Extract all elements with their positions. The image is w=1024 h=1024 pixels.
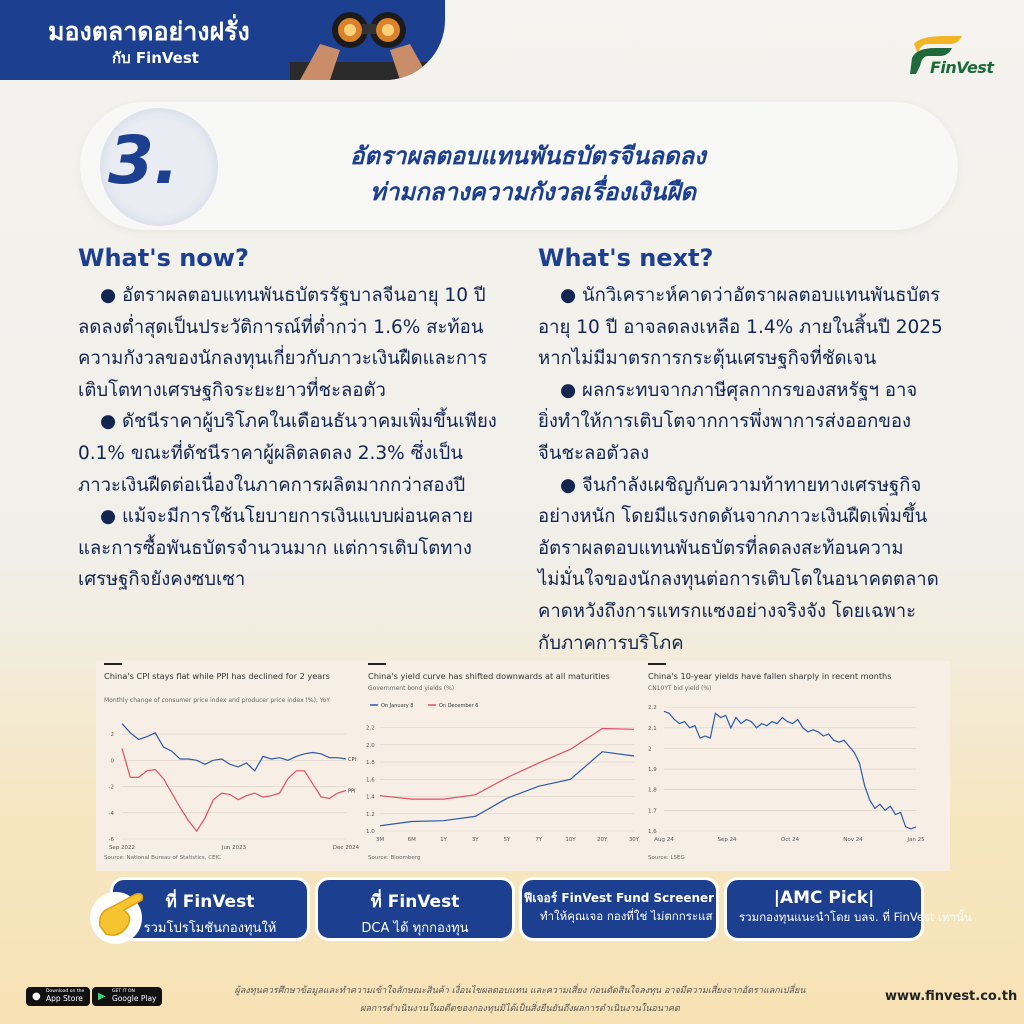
series-end-label: CPI xyxy=(348,757,356,764)
x-tick-label: 20Y xyxy=(597,837,608,843)
series-line-on-december-6 xyxy=(380,729,634,800)
now-line: ความกังวลของนักลงทุนเกี่ยวกับภาวะเงินฝืดและการ xyxy=(78,348,488,370)
x-tick-label: Sep 2022 xyxy=(108,845,136,851)
now-line: 0.1% ขณะที่ดัชนีราคาผู้ผลิตลดลง 2.3% ซึ่งเป็น xyxy=(78,442,463,464)
whats-now-body xyxy=(78,280,497,596)
chart-subtitle: CN10YT bid yield (%) xyxy=(648,685,712,692)
promo-desc: รวมโปรโมชันกองทุนให้ xyxy=(143,921,277,936)
y-tick-label: 1.9 xyxy=(648,767,657,774)
header-banner xyxy=(0,0,445,80)
app-store-badge[interactable] xyxy=(26,987,90,1006)
x-tick-label: Nov 24 xyxy=(843,837,863,843)
y-tick-label: 2.2 xyxy=(648,705,657,712)
chart-title: China's yield curve has shifted downwards at all maturities xyxy=(368,671,610,681)
chart-cpi-ppi xyxy=(96,661,362,871)
promo-button-fund-screener[interactable] xyxy=(519,877,719,941)
y-tick-label: 1.0 xyxy=(366,829,375,835)
next-line: กับภาคการบริโภค xyxy=(538,632,684,654)
legend-label: On January 8 xyxy=(381,703,414,709)
now-line: ภาวะเงินฝืดต่อเนื่องในภาคการผลิตมากกว่าสองปี xyxy=(78,474,466,496)
header-title: มองตลาดอย่างฝรั่ง xyxy=(48,17,250,46)
y-tick-label: 1.2 xyxy=(366,811,375,818)
promo-button-dca[interactable] xyxy=(315,877,515,941)
badge-small-text: Download on the xyxy=(46,989,85,994)
y-tick-label: 1.8 xyxy=(366,760,375,767)
chart-title: China's 10-year yields have fallen sharply in recent months xyxy=(648,671,892,681)
y-tick-label: 0 xyxy=(110,758,114,765)
x-tick-label: Aug 24 xyxy=(654,837,674,843)
next-line: ● นักวิเคราะห์คาดว่าอัตราผลตอบแทนพันธบัตร xyxy=(560,285,941,306)
header-subtitle: กับ FinVest xyxy=(112,49,199,67)
next-line: อายุ 10 ปี อาจลดลงเหลือ 1.4% ภายในสิ้นปี 2025 xyxy=(538,316,943,338)
x-tick-label: 6M xyxy=(407,837,416,843)
whats-now-heading: What's now? xyxy=(78,244,249,272)
disclaimer-line1: ผู้ลงทุนควรศึกษาข้อมูลและทำความเข้าใจลักษณะสินค้า เงื่อนไขผลตอบแทน และความเสี่ยง ก่อนตัดสินใจลงทุน อาจมีความเสี่ยงจากอัตราแลกเปลี่ยน xyxy=(234,986,806,996)
x-tick-label: 1Y xyxy=(440,837,447,843)
chart-source: Source: LSEG xyxy=(648,855,685,861)
promo-title: ฟีเจอร์ FinVest Fund Screener xyxy=(523,891,715,905)
next-line: ● ผลกระทบจากภาษีศุลกากรของสหรัฐฯ อาจ xyxy=(560,379,918,401)
y-tick-label: -6 xyxy=(108,837,114,843)
x-tick-label: 5Y xyxy=(503,837,511,843)
promo-title: |AMC Pick| xyxy=(773,888,875,908)
series-end-label: PPI xyxy=(348,788,356,795)
chart-10y-yield xyxy=(640,661,950,871)
x-tick-label: Jun 2023 xyxy=(221,845,247,851)
x-tick-label: Jan 25 xyxy=(907,837,925,843)
google-play-badge[interactable] xyxy=(92,987,162,1006)
website-link[interactable]: www.finvest.co.th xyxy=(885,989,1018,1004)
now-line: และการซื้อพันธบัตรจำนวนมาก แต่การเติบโตทาง xyxy=(78,537,472,559)
play-icon: ▶ xyxy=(98,991,106,1002)
y-tick-label: 1.8 xyxy=(648,787,657,794)
x-tick-label: Oct 24 xyxy=(780,837,800,843)
binoculars-icon xyxy=(290,4,440,80)
y-tick-label: 2 xyxy=(110,732,114,739)
x-tick-label: Dec 2024 xyxy=(332,845,360,851)
badge-text: App Store xyxy=(46,994,83,1003)
badge-small-text: GET IT ON xyxy=(112,989,135,994)
y-tick-label: -2 xyxy=(108,784,114,791)
logo-text: FinVest xyxy=(930,58,994,77)
now-line: เศรษฐกิจยังคงซบเซา xyxy=(78,569,246,591)
chart-plot-area xyxy=(96,707,362,857)
y-tick-label: 2.0 xyxy=(366,742,375,749)
x-tick-label: 10Y xyxy=(565,837,576,843)
promo-desc: ทำให้คุณเจอ กองที่ใช่ ไม่ตกกระแส xyxy=(540,909,713,923)
promo-button-amc-pick[interactable] xyxy=(724,877,972,941)
now-line: เติบโตทางเศรษฐกิจระยะยาวที่ชะลอตัว xyxy=(78,379,386,401)
x-tick-label: Sep 24 xyxy=(717,837,737,843)
chart-plot-area xyxy=(362,695,640,855)
chart-title: China's CPI stays flat while PPI has declined for 2 years xyxy=(104,671,330,681)
y-tick-label: 2 xyxy=(648,746,652,753)
series-line-cn10yt xyxy=(664,711,916,829)
chart-subtitle: Government bond yields (%) xyxy=(368,685,455,692)
chart-source: Source: National Bureau of Statistics, CEIC xyxy=(104,855,222,861)
now-line: ● แม้จะมีการใช้นโยบายการเงินแบบผ่อนคลาย xyxy=(100,506,474,528)
x-tick-label: 3M xyxy=(375,837,385,843)
series-line-cpi xyxy=(122,724,346,771)
chart-plot-area xyxy=(640,695,940,855)
apple-icon: ● xyxy=(32,991,41,1002)
whats-next-heading: What's next? xyxy=(538,244,714,272)
promo-desc: DCA ได้ ทุกกองทุน xyxy=(361,921,469,936)
y-tick-label: 2.2 xyxy=(366,725,375,732)
next-line: คาดหวังถึงการแทรกแซงอย่างจริงจัง โดยเฉพาะ xyxy=(538,600,917,622)
chart-source: Source: Bloomberg xyxy=(368,855,421,861)
series-line-on-january-8 xyxy=(380,752,634,826)
promo-desc: รวมกองทุนแนะนำโดย บลจ. ที่ FinVest เท่านั้น xyxy=(739,910,972,924)
y-tick-label: 1.6 xyxy=(648,829,657,835)
y-tick-label: -4 xyxy=(108,810,114,817)
legend-label: On December 6 xyxy=(439,703,479,709)
next-line: อย่างหนัก โดยมีแรงกดดันจากภาวะเงินฝืดเพิ่มขึ้น xyxy=(538,506,928,528)
pointing-hand-icon xyxy=(88,884,154,946)
next-line: หากไม่มีมาตรการกระตุ้นเศรษฐกิจที่ชัดเจน xyxy=(538,348,877,370)
chart-yield-curve xyxy=(362,661,640,871)
whats-next-body xyxy=(538,280,943,659)
next-line: ไม่มั่นใจของนักลงทุนต่อการเติบโตในอนาคตตลาด xyxy=(538,569,939,591)
now-line: ● ดัชนีราคาผู้บริโภคในเดือนธันวาคมเพิ่มขึ้นเพียง xyxy=(100,411,497,433)
section-title-line1: อัตราผลตอบแทนพันธบัตรจีนลดลง xyxy=(350,142,706,170)
y-tick-label: 1.4 xyxy=(366,794,375,801)
now-line: ● อัตราผลตอบแทนพันธบัตรรัฐบาลจีนอายุ 10 ปี xyxy=(100,285,486,306)
next-line: ● จีนกำลังเผชิญกับความท้าทายทางเศรษฐกิจ xyxy=(560,474,922,496)
now-line: ลดลงต่ำสุดเป็นประวัติการณ์ที่ต่ำกว่า 1.6% สะท้อน xyxy=(78,316,484,338)
section-title-line2: ท่ามกลางความกังวลเรื่องเงินฝืด xyxy=(370,178,697,206)
badge-text: Google Play xyxy=(112,994,157,1003)
next-line: อัตราผลตอบแทนพันธบัตรที่ลดลงสะท้อนความ xyxy=(538,537,904,559)
y-tick-label: 1.6 xyxy=(366,777,375,784)
y-tick-label: 1.7 xyxy=(648,808,657,815)
promo-title: ที่ FinVest xyxy=(165,892,255,912)
disclaimer-line2: ผลการดำเนินงานในอดีตของกองทุนมิได้เป็นสิ่งยืนยันถึงผลการดำเนินงานในอนาคต xyxy=(360,1004,680,1014)
x-tick-label: 3Y xyxy=(471,837,479,843)
chart-subtitle: Monthly change of consumer price index and producer price index (%), YoY xyxy=(104,697,330,704)
next-line: จีนชะลอตัวลง xyxy=(538,442,650,464)
next-line: ยิ่งทำให้การเติบโตจากการพึ่งพาการส่งออกของ xyxy=(538,411,912,433)
y-tick-label: 2.1 xyxy=(648,725,657,732)
promo-title: ที่ FinVest xyxy=(370,892,460,912)
series-line-ppi xyxy=(122,749,346,832)
x-tick-label: 7Y xyxy=(535,837,543,843)
x-tick-label: 30Y xyxy=(628,837,640,843)
section-number: 3. xyxy=(108,122,179,199)
